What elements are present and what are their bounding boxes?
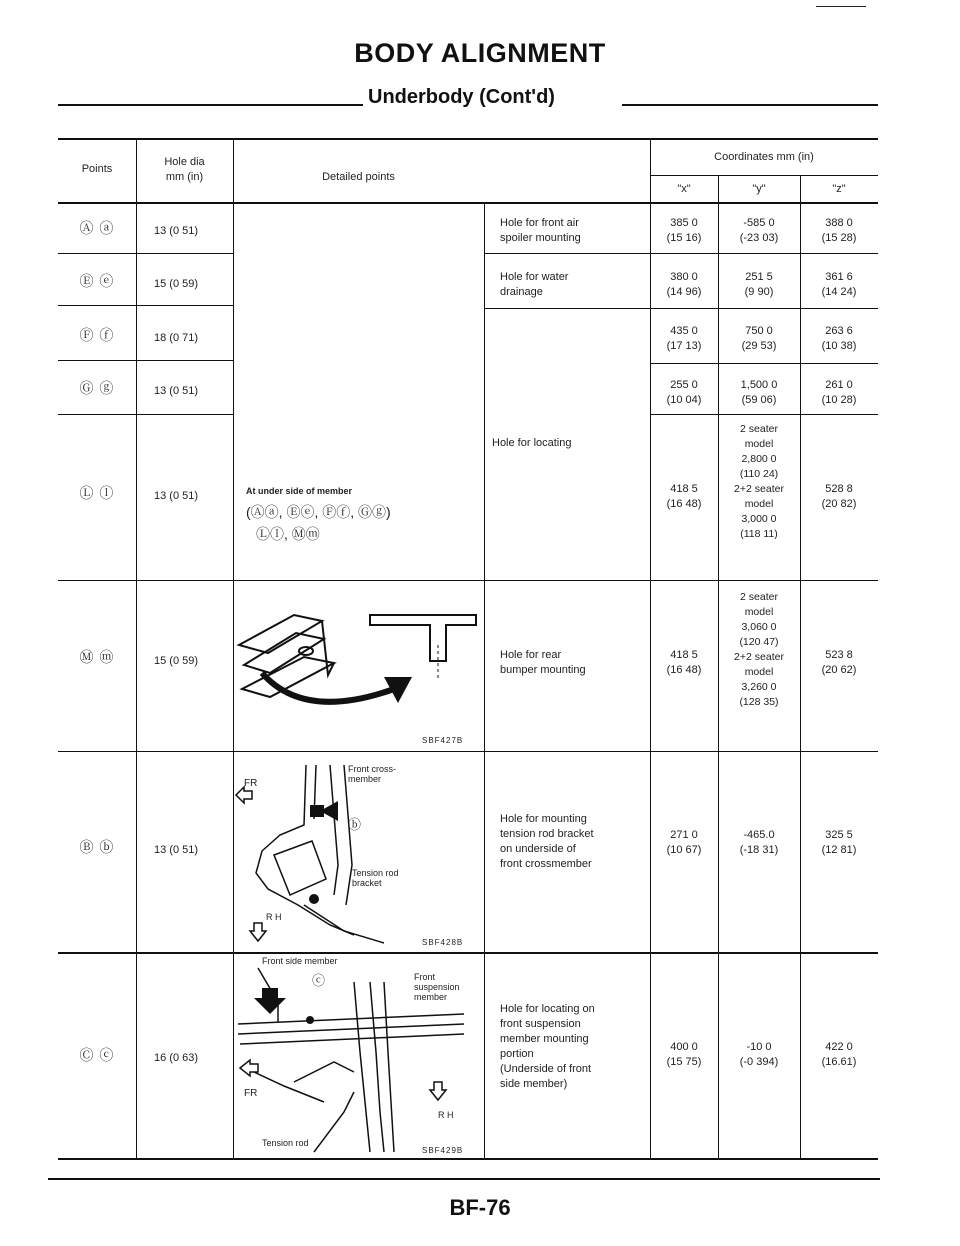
row-hole-dia: 13 (0 51) bbox=[154, 844, 199, 856]
figure-note: At under side of member bbox=[246, 486, 353, 496]
row-x: 380 0 (14 96) bbox=[666, 271, 702, 298]
row-points: Ⓐ ⓐ bbox=[79, 220, 115, 236]
top-rule bbox=[816, 6, 866, 7]
member-illustration bbox=[234, 585, 484, 735]
row-y: 251 5 (9 90) bbox=[744, 271, 774, 298]
row-x: 418 5 (16 48) bbox=[666, 649, 702, 676]
row-description: Hole for water drainage bbox=[500, 271, 569, 298]
side-member-illustration bbox=[234, 962, 484, 1158]
row-x: 385 0 (15 16) bbox=[666, 217, 702, 244]
row-points: Ⓕ ⓕ bbox=[79, 327, 115, 343]
page-subtitle: Underbody (Cont'd) bbox=[368, 86, 555, 108]
tension-rod-label: Tension rod bbox=[262, 1138, 309, 1148]
row-description: Hole for rear bumper mounting bbox=[500, 649, 586, 676]
front-suspension-member-label: Front suspension member bbox=[414, 972, 460, 1002]
row-z: 361 6 (14 24) bbox=[821, 271, 857, 298]
fr-label: FR bbox=[244, 778, 258, 789]
row-z: 325 5 (12 81) bbox=[821, 829, 857, 856]
tension-rod-bracket-label: Tension rod bracket bbox=[352, 868, 399, 888]
row-hole-dia: 13 (0 51) bbox=[154, 490, 199, 502]
row-z: 528 8 (20 82) bbox=[821, 483, 857, 510]
row-hole-dia: 16 (0 63) bbox=[154, 1052, 199, 1064]
row-description: Hole for front air spoiler mounting bbox=[500, 217, 581, 244]
row-hole-dia: 13 (0 51) bbox=[154, 225, 199, 237]
row-points: Ⓑ ⓑ bbox=[79, 839, 115, 855]
figure-points-list: (Ⓐⓐ, Ⓔⓔ, Ⓕⓕ, Ⓖⓖ) bbox=[246, 504, 391, 520]
header-detailed-points: Detailed points bbox=[322, 171, 395, 183]
page-number: BF-76 bbox=[449, 1195, 511, 1220]
rh-label: R H bbox=[266, 912, 282, 922]
row-z: 523 8 (20 62) bbox=[821, 649, 857, 676]
row-description: Hole for mounting tension rod bracket on underside of front crossmember bbox=[500, 813, 594, 870]
header-y: "y" bbox=[752, 183, 766, 195]
footer-rule bbox=[48, 1178, 880, 1180]
row-z: 261 0 (10 28) bbox=[821, 379, 857, 406]
row-z: 422 0 (16.61) bbox=[821, 1041, 857, 1068]
row-hole-dia: 18 (0 71) bbox=[154, 332, 199, 344]
row-points: Ⓔ ⓔ bbox=[79, 273, 115, 289]
row-hole-dia: 15 (0 59) bbox=[154, 278, 199, 290]
figure-code: SBF428B bbox=[422, 938, 464, 947]
front-side-member-label: Front side member bbox=[262, 956, 338, 966]
header-x: "x" bbox=[677, 183, 691, 195]
page-title: BODY ALIGNMENT bbox=[354, 38, 606, 68]
row-points: Ⓖ ⓖ bbox=[79, 380, 115, 396]
row-z: 388 0 (15 28) bbox=[821, 217, 857, 244]
fr-label: FR bbox=[244, 1088, 258, 1099]
figure-points-list: Ⓛⓛ, Ⓜⓜ bbox=[256, 526, 320, 542]
header-points: Points bbox=[81, 163, 113, 175]
header-z: "z" bbox=[832, 183, 846, 195]
header-hole-dia: Hole dia mm (in) bbox=[164, 156, 205, 183]
row-y: -585 0 (-23 03) bbox=[739, 217, 779, 244]
point-b-label: ⓑ bbox=[348, 817, 362, 832]
row-points: Ⓒ ⓒ bbox=[79, 1047, 115, 1063]
row-y: 2 seater model 3,060 0 (120 47) 2+2 seater model 3,260 0 (128 35) bbox=[734, 591, 784, 708]
row-y: 1,500 0 (59 06) bbox=[740, 379, 778, 406]
row-x: 435 0 (17 13) bbox=[666, 325, 702, 352]
row-points: Ⓜ ⓜ bbox=[79, 649, 115, 665]
row-hole-dia: 15 (0 59) bbox=[154, 655, 199, 667]
row-y: 750 0 (29 53) bbox=[741, 325, 777, 352]
row-description: Hole for locating on front suspension member mounting portion (Underside of front side member) bbox=[500, 1003, 595, 1090]
subtitle-rule-left bbox=[58, 104, 363, 106]
figure-code: SBF427B bbox=[422, 736, 464, 745]
row-x: 255 0 (10 04) bbox=[666, 379, 702, 406]
front-crossmember-label: Front cross- member bbox=[348, 764, 397, 784]
row-y: -10 0 (-0 394) bbox=[739, 1041, 779, 1068]
row-x: 418 5 (16 48) bbox=[666, 483, 702, 510]
row-x: 271 0 (10 67) bbox=[666, 829, 702, 856]
row-x: 400 0 (15 75) bbox=[666, 1041, 702, 1068]
header-coordinates: Coordinates mm (in) bbox=[714, 151, 814, 163]
row-y: -465.0 (-18 31) bbox=[739, 829, 779, 856]
row-y: 2 seater model 2,800 0 (110 24) 2+2 seater model 3,000 0 (118 11) bbox=[734, 423, 784, 540]
rh-label: R H bbox=[438, 1110, 454, 1120]
row-points: Ⓛ ⓛ bbox=[79, 485, 115, 501]
point-c-label: ⓒ bbox=[312, 973, 326, 988]
row-hole-dia: 13 (0 51) bbox=[154, 385, 199, 397]
subtitle-rule-right bbox=[622, 104, 878, 106]
figure-code: SBF429B bbox=[422, 1146, 464, 1155]
row-z: 263 6 (10 38) bbox=[821, 325, 857, 352]
row-description: Hole for locating bbox=[492, 437, 572, 449]
